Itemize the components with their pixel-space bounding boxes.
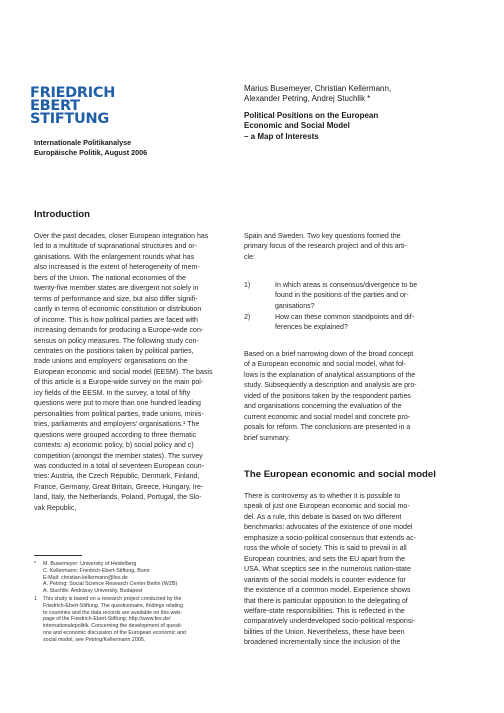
document-title <box>244 111 378 142</box>
logo-line-3: STIFTUNG <box>30 111 109 127</box>
authors <box>244 84 391 105</box>
authors-line-2: Alexander Petring, Andrej Stuchlik * <box>244 94 371 104</box>
introduction-continuation: Spain and Sweden. Two key questions formed the primary focus of the research project and of this arti- cle: <box>244 233 407 261</box>
eesm-section-heading: The European economic and social model <box>244 469 436 480</box>
question-2-text: How can these common standpoints and dif- ferences be explained? <box>275 314 415 332</box>
authors-line-1: Marius Busemeyer, Christian Kellermann, <box>244 84 392 93</box>
footnote-star-mark: * <box>34 561 37 567</box>
footnote-1-text: This study is based on a research project conducted by the Friedrich-Ebert-Stiftung. The questionnaire, findings relating to countries and the data records are available on this web- page of the Friedrich-Ebert-Stiftung: http://www.fes.de/ internationalepolitik. Concerning the development of questi- ons and economic discussion of the European economic and social model, see Petring/Kellermann 2005. <box>43 596 186 643</box>
question-1-text: In which areas is consensus/divergence to be found in the positions of the parties and or- ganisations? <box>275 282 418 310</box>
approach-paragraph: Based on a brief narrowing down of the broad concept of a European economic and social model, what fol- lows is the explanation of analytical assumptions of the study. Subsequently a description and analysis are pro- vided of the positions taken by the respondent parties and organisations concerning the evaluation of the current economic and social model and concrete pro- posals for reform. The conclusions are presented in a brief summary. <box>244 351 417 442</box>
publication-date: Europäische Politik, August 2006 <box>34 148 148 157</box>
logo-line-2: EBERT <box>30 98 80 114</box>
eesm-paragraph: There is controversy as to whether it is possible to speak of just one European economic and social mo- del. As a rule, this debate is based on two different benchmarks: advocates of the existence of one model emphasize a socio-political consensus that extends ac- ross the whole of society. This is said to prevail in all European countries, and sets the EU apart from the USA. What sceptics see in the numerous nation-state variants of the social models is counter evidence for the existence of a common model. Experience shows that there is particular opposition to the delegating of welfare-state responsibilities. This is reflected in the comparatively underdeveloped socio-political responsi- bilities of the Union. Nevertheless, these have been broadened incrementally since the inclusion of the <box>244 493 416 647</box>
introduction-heading: Introduction <box>34 209 90 220</box>
question-1-number: 1) <box>244 282 251 289</box>
publication-series: Internationale Politikanalyse <box>34 138 132 147</box>
question-2-number: 2) <box>244 314 251 321</box>
logo-line-1: FRIEDRICH <box>30 85 116 101</box>
title-line-2: Economic and Social Model <box>244 121 350 131</box>
introduction-paragraph: Over the past decades, closer European integration has led to a multitude of supranational structures and or- ganisations. With the enlargement rounds what has also increased is the extent of heterogeneity of mem- bers of the Union. The national economies of the twenty-five member states are divergent not solely in terms of performance and size, but also differ signifi- cantly in terms of economic constitution or distribution of income. This is how political parties are faced with increasing demands for producing a Europe-wide con- sensus on policy measures. The following study con- centrates on the positions taken by political parties, trade unions and employers’ organisations on the European economic and social model (EESM). The basis of this article is a Europe-wide survey on the main pol- icy fields of the EESM. In the survey, a total of fifty questions were put to more than one hundred leading personalities from political parties, trade unions, minis- tries, parliaments and employers’ organisations.¹ The questions were grouped according to three thematic contexts: a) economic policy, b) social policy and c) competition (amongst the member states). The survey was conducted in a total of seventeen European coun- tries: Austria, the Czech Republic, Denmark, Finland, France, Germany, Great Britain, Greece, Hungary, Ire- land, Italy, the Netherlands, Poland, Portugal, the Slo- vak Republic, <box>34 233 213 512</box>
footnote-author-affiliations: M. Busemeyer: University of Heidelberg C. Kellermann: Friedrich-Ebert-Stiftung, Bonn E-Mail: christian.kellermann@fes.de A. Petring: Social Science Research Center Berlin (WZB) A. Stuchlik: Andrássy University, Budapest <box>43 561 178 594</box>
footnote-1-mark: 1 <box>34 596 37 602</box>
title-line-1: Political Positions on the European <box>244 111 379 120</box>
footnote-divider <box>34 555 82 556</box>
title-line-3: – a Map of Interests <box>244 131 319 141</box>
